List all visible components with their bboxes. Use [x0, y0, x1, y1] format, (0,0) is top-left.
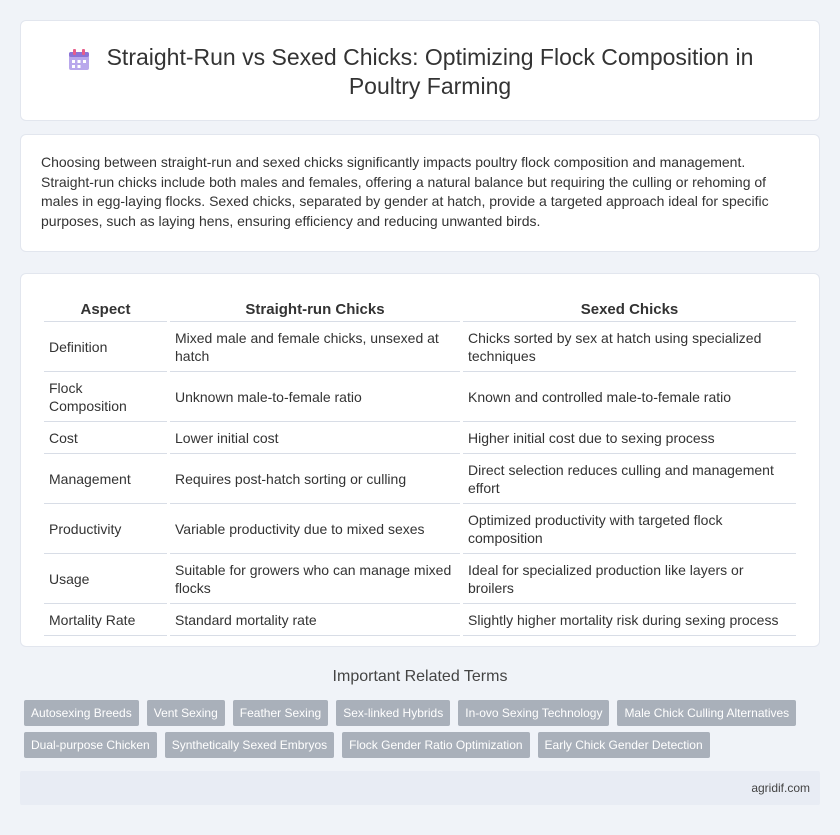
comparison-card [20, 273, 820, 647]
row-sexed: Ideal for specialized production like layers or broilers [463, 555, 796, 604]
header-straight-run: Straight-run Chicks [170, 295, 460, 322]
related-term-tag[interactable]: In-ovo Sexing Technology [458, 700, 609, 726]
row-aspect: Definition [44, 323, 167, 372]
related-term-tag[interactable]: Vent Sexing [147, 700, 225, 726]
row-straight-run: Unknown male-to-female ratio [170, 373, 460, 422]
page-title: Straight-Run vs Sexed Chicks: Optimizing Flock Composition in Poultry Farming [106, 44, 754, 99]
related-term-tag[interactable]: Early Chick Gender Detection [538, 732, 710, 758]
row-sexed: Known and controlled male-to-female ratio [463, 373, 796, 422]
related-term-tag[interactable]: Dual-purpose Chicken [24, 732, 157, 758]
related-term-tag[interactable]: Feather Sexing [233, 700, 328, 726]
table-row [44, 505, 796, 554]
header-aspect: Aspect [44, 295, 167, 322]
row-aspect: Productivity [44, 505, 167, 554]
row-straight-run: Standard mortality rate [170, 605, 460, 636]
row-aspect: Usage [44, 555, 167, 604]
intro-card [20, 134, 820, 252]
related-term-tag[interactable]: Sex-linked Hybrids [336, 700, 450, 726]
table-row [44, 455, 796, 504]
row-aspect: Management [44, 455, 167, 504]
row-sexed: Chicks sorted by sex at hatch using specialized techniques [463, 323, 796, 372]
row-sexed: Optimized productivity with targeted flock composition [463, 505, 796, 554]
row-aspect: Flock Composition [44, 373, 167, 422]
table-header-row [44, 295, 796, 322]
comparison-table [41, 294, 799, 637]
intro-paragraph: Choosing between straight-run and sexed chicks significantly impacts poultry flock composition and management. Straight-run chicks include both males and females, offering a natural balance but requiring the culling or rehoming of males in egg-laying flocks. Sexed chicks, separated by gender at hatch, provide a targeted approach ideal for specific purposes, such as laying hens, ensuring efficiency and reducing unwanted birds. [41, 154, 769, 229]
related-term-tag[interactable]: Synthetically Sexed Embryos [165, 732, 334, 758]
row-straight-run: Lower initial cost [170, 423, 460, 454]
row-aspect: Mortality Rate [44, 605, 167, 636]
row-sexed: Higher initial cost due to sexing process [463, 423, 796, 454]
related-term-tag[interactable]: Autosexing Breeds [24, 700, 139, 726]
table-row [44, 605, 796, 636]
header-card [20, 20, 820, 121]
table-row [44, 423, 796, 454]
footer-site-link[interactable]: agridif.com [751, 781, 810, 795]
related-terms-list [20, 700, 820, 764]
related-term-tag[interactable]: Flock Gender Ratio Optimization [342, 732, 529, 758]
row-straight-run: Mixed male and female chicks, unsexed at hatch [170, 323, 460, 372]
row-straight-run: Requires post-hatch sorting or culling [170, 455, 460, 504]
header-sexed: Sexed Chicks [463, 295, 796, 322]
row-sexed: Slightly higher mortality risk during sexing process [463, 605, 796, 636]
footer-bar [20, 771, 820, 805]
table-row [44, 323, 796, 372]
row-aspect: Cost [44, 423, 167, 454]
row-sexed: Direct selection reduces culling and management effort [463, 455, 796, 504]
table-row [44, 555, 796, 604]
related-terms-title: Important Related Terms [332, 668, 508, 685]
row-straight-run: Variable productivity due to mixed sexes [170, 505, 460, 554]
row-straight-run: Suitable for growers who can manage mixed flocks [170, 555, 460, 604]
table-row [44, 373, 796, 422]
related-term-tag[interactable]: Male Chick Culling Alternatives [617, 700, 796, 726]
